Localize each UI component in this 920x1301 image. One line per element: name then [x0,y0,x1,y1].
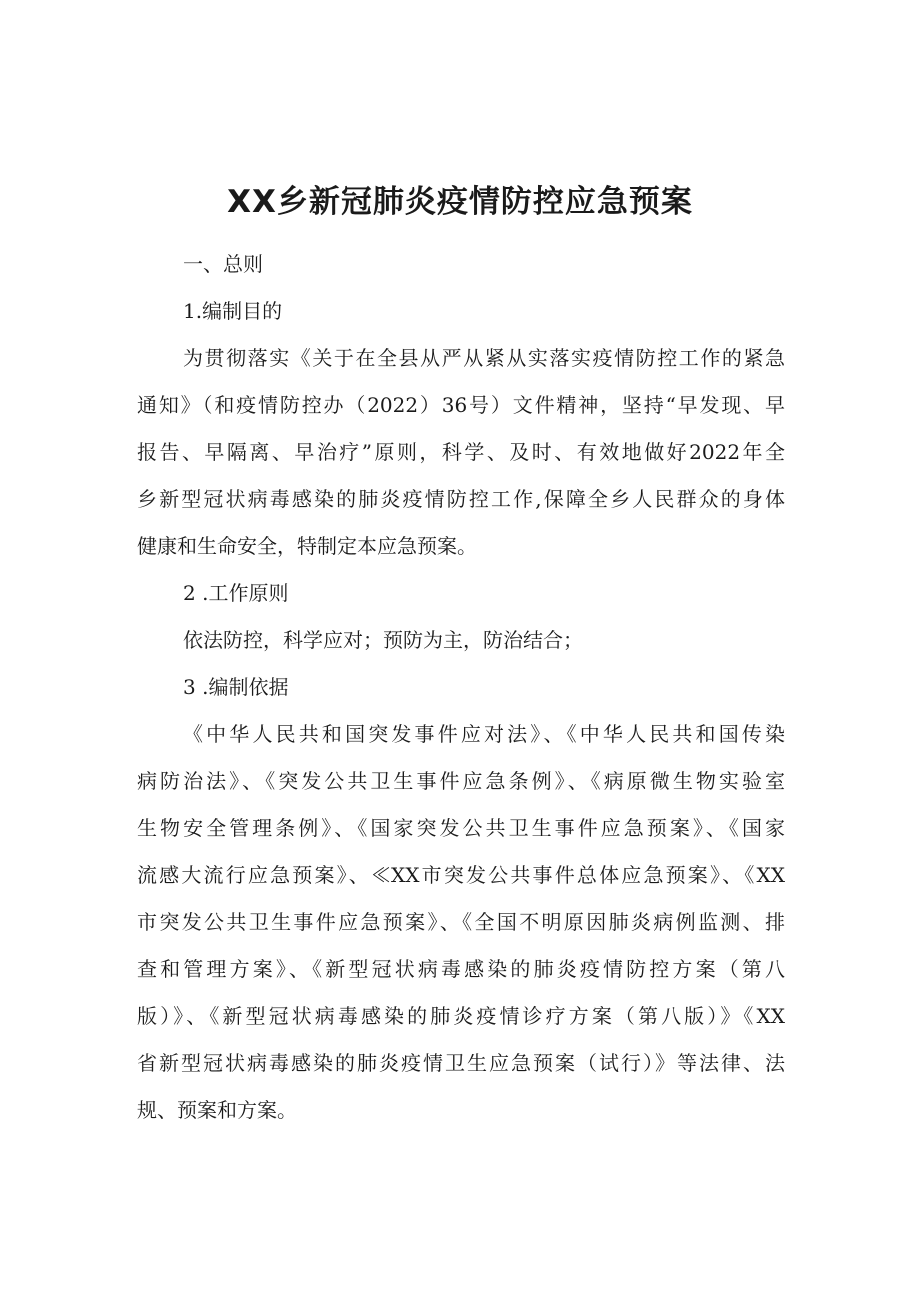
heading-general: 一、总则 [183,252,263,276]
principle-text: 依法防控，科学应对；预防为主，防治结合； [183,628,583,652]
basis-line: 《中华人民共和国突发事件应对法》、《中华人民共和国传染 [183,722,785,746]
heading-basis: 3 .编制依据 [183,675,289,699]
purpose-line: 健康和生命安全，特制定本应急预案。 [137,534,477,558]
basis-line: 病防治法》、《突发公共卫生事件应急条例》、《病原微生物实验室 [137,769,785,793]
basis-line: 规、预案和方案。 [137,1098,297,1122]
purpose-line: 乡新型冠状病毒感染的肺炎疫情防控工作,保障全乡人民群众的身体 [137,487,785,511]
basis-line: 查和管理方案》、《新型冠状病毒感染的肺炎疫情防控方案（第八 [137,957,785,981]
heading-purpose: 1.编制目的 [183,299,283,323]
document-title: XX乡新冠肺炎疫情防控应急预案 [227,184,693,220]
basis-line: 省新型冠状病毒感染的肺炎疫情卫生应急预案（试行）》等法律、法 [137,1051,785,1075]
heading-principle: 2 .工作原则 [183,581,289,605]
basis-line: 版）》、《新型冠状病毒感染的肺炎疫情诊疗方案（第八版）》《XX [137,1004,785,1028]
basis-line: 市突发公共卫生事件应急预案》、《全国不明原因肺炎病例监测、排 [137,910,785,934]
purpose-line: 报告、早隔离、早治疗”原则，科学、及时、有效地做好2022年全 [137,440,785,464]
purpose-line: 通知》（和疫情防控办（2022）36号）文件精神，坚持“早发现、早 [137,393,785,417]
basis-line: 流感大流行应急预案》、≪XX市突发公共事件总体应急预案》、《XX [137,863,785,887]
purpose-line: 为贯彻落实《关于在全县从严从紧从实落实疫情防控工作的紧急 [183,346,785,370]
basis-line: 生物安全管理条例》、《国家突发公共卫生事件应急预案》、《国家 [137,816,785,840]
